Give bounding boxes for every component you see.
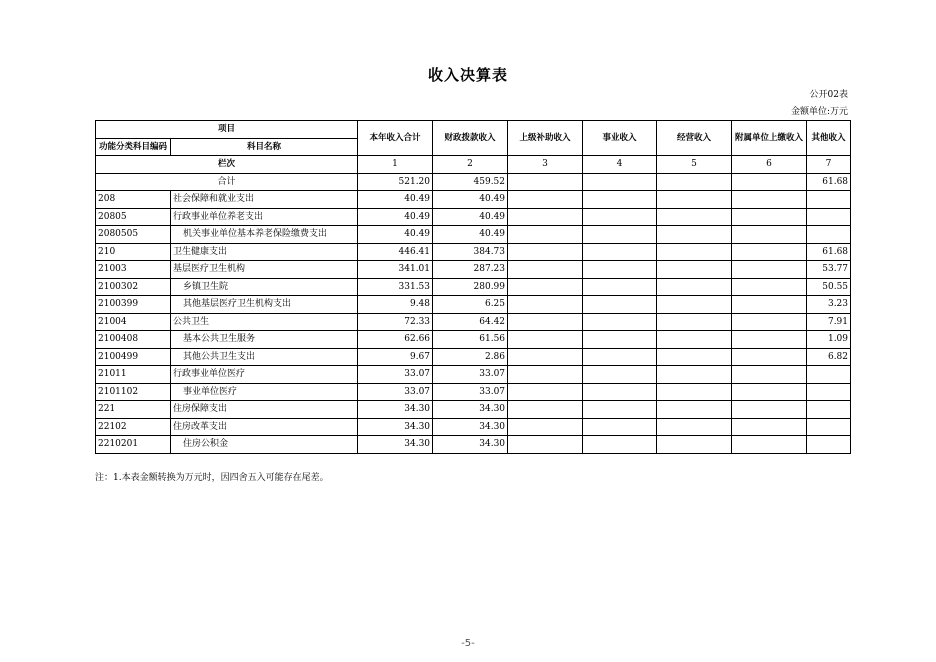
row-code: 2100302 <box>96 278 171 296</box>
table-row <box>96 261 851 279</box>
row-code: 22102 <box>96 418 171 436</box>
row-name: 社会保障和就业支出 <box>171 191 358 209</box>
total-row <box>96 173 851 191</box>
row-total: 331.53 <box>358 278 433 296</box>
row-fiscal: 64.42 <box>433 313 508 331</box>
ordinal-6: 6 <box>732 156 807 174</box>
total-other: 61.68 <box>807 173 851 191</box>
row-other <box>807 366 851 384</box>
row-total: 40.49 <box>358 208 433 226</box>
ordinal-4: 4 <box>583 156 657 174</box>
table-row <box>96 366 851 384</box>
row-name: 行政事业单位医疗 <box>171 366 358 384</box>
row-other <box>807 226 851 244</box>
header-row-project <box>96 121 851 139</box>
row-total: 34.30 <box>358 418 433 436</box>
table-row <box>96 313 851 331</box>
row-name: 住房保障支出 <box>171 401 358 419</box>
row-name: 住房改革支出 <box>171 418 358 436</box>
row-name: 乡镇卫生院 <box>171 278 358 296</box>
ordinal-2: 2 <box>433 156 508 174</box>
row-code: 21004 <box>96 313 171 331</box>
header-code: 功能分类科目编码 <box>96 138 171 156</box>
row-other <box>807 436 851 454</box>
row-name: 事业单位医疗 <box>171 383 358 401</box>
row-total: 341.01 <box>358 261 433 279</box>
row-other: 50.55 <box>807 278 851 296</box>
table-row <box>96 226 851 244</box>
header-col-fiscal: 财政拨款收入 <box>433 121 508 156</box>
row-other <box>807 208 851 226</box>
row-code: 2210201 <box>96 436 171 454</box>
report-title: 收入决算表 <box>427 66 508 84</box>
table-row <box>96 243 851 261</box>
table-row <box>96 383 851 401</box>
row-total: 62.66 <box>358 331 433 349</box>
row-name: 机关事业单位基本养老保险缴费支出 <box>171 226 358 244</box>
table-row <box>96 418 851 436</box>
page-number: -5- <box>461 638 475 649</box>
row-fiscal: 2.86 <box>433 348 508 366</box>
total-amount: 521.20 <box>358 173 433 191</box>
row-fiscal: 6.25 <box>433 296 508 314</box>
row-code: 2101102 <box>96 383 171 401</box>
amount-unit: 金额单位:万元 <box>790 107 848 117</box>
header-col-operating: 经营收入 <box>657 121 732 156</box>
row-code: 221 <box>96 401 171 419</box>
row-other: 1.09 <box>807 331 851 349</box>
table-row <box>96 331 851 349</box>
row-fiscal: 40.49 <box>433 208 508 226</box>
header-col-total: 本年收入合计 <box>358 121 433 156</box>
row-name: 基层医疗卫生机构 <box>171 261 358 279</box>
row-code: 21011 <box>96 366 171 384</box>
row-fiscal: 280.99 <box>433 278 508 296</box>
row-fiscal: 61.56 <box>433 331 508 349</box>
row-name: 行政事业单位养老支出 <box>171 208 358 226</box>
header-col-affiliated: 附属单位上缴收入 <box>732 121 807 156</box>
form-number: 公开02表 <box>809 90 848 100</box>
row-name: 公共卫生 <box>171 313 358 331</box>
total-label: 合计 <box>96 173 358 191</box>
row-total: 40.49 <box>358 226 433 244</box>
row-name: 其他公共卫生支出 <box>171 348 358 366</box>
table-row <box>96 348 851 366</box>
header-col-superior: 上级补助收入 <box>508 121 583 156</box>
row-code: 210 <box>96 243 171 261</box>
row-total: 40.49 <box>358 191 433 209</box>
row-total: 9.48 <box>358 296 433 314</box>
table-row <box>96 436 851 454</box>
row-fiscal: 287.23 <box>433 261 508 279</box>
row-fiscal: 34.30 <box>433 418 508 436</box>
row-name: 卫生健康支出 <box>171 243 358 261</box>
table-row <box>96 208 851 226</box>
row-fiscal: 33.07 <box>433 383 508 401</box>
row-other <box>807 191 851 209</box>
row-other: 53.77 <box>807 261 851 279</box>
row-other <box>807 383 851 401</box>
row-fiscal: 40.49 <box>433 191 508 209</box>
row-code: 2100408 <box>96 331 171 349</box>
row-other: 3.23 <box>807 296 851 314</box>
row-name: 住房公积金 <box>171 436 358 454</box>
ordinal-5: 5 <box>657 156 732 174</box>
ordinal-7: 7 <box>807 156 851 174</box>
header-col-business: 事业收入 <box>583 121 657 156</box>
ordinal-1: 1 <box>358 156 433 174</box>
table-footnote: 注：1.本表金额转换为万元时，因四舍五入可能存在尾差。 <box>95 473 329 483</box>
row-total: 72.33 <box>358 313 433 331</box>
row-code: 21003 <box>96 261 171 279</box>
table-row <box>96 296 851 314</box>
row-total: 33.07 <box>358 366 433 384</box>
row-name: 基本公共卫生服务 <box>171 331 358 349</box>
row-other: 6.82 <box>807 348 851 366</box>
row-code: 20805 <box>96 208 171 226</box>
row-code: 2100499 <box>96 348 171 366</box>
header-subject-name: 科目名称 <box>171 138 358 156</box>
table-row <box>96 191 851 209</box>
header-col-other: 其他收入 <box>807 121 851 156</box>
row-code: 2100399 <box>96 296 171 314</box>
row-code: 208 <box>96 191 171 209</box>
row-total: 9.67 <box>358 348 433 366</box>
table-row <box>96 278 851 296</box>
header-row-ordinal <box>96 156 851 174</box>
row-fiscal: 34.30 <box>433 401 508 419</box>
total-fiscal: 459.52 <box>433 173 508 191</box>
ordinal-3: 3 <box>508 156 583 174</box>
row-other <box>807 418 851 436</box>
row-fiscal: 34.30 <box>433 436 508 454</box>
row-other <box>807 401 851 419</box>
row-other: 61.68 <box>807 243 851 261</box>
income-final-accounts-table <box>95 120 851 454</box>
row-other: 7.91 <box>807 313 851 331</box>
row-total: 34.30 <box>358 401 433 419</box>
row-fiscal: 384.73 <box>433 243 508 261</box>
row-fiscal: 33.07 <box>433 366 508 384</box>
row-total: 33.07 <box>358 383 433 401</box>
header-row-label: 栏次 <box>96 156 358 174</box>
row-fiscal: 40.49 <box>433 226 508 244</box>
header-project: 项目 <box>96 121 358 139</box>
row-total: 446.41 <box>358 243 433 261</box>
row-name: 其他基层医疗卫生机构支出 <box>171 296 358 314</box>
row-total: 34.30 <box>358 436 433 454</box>
row-code: 2080505 <box>96 226 171 244</box>
table-row <box>96 401 851 419</box>
